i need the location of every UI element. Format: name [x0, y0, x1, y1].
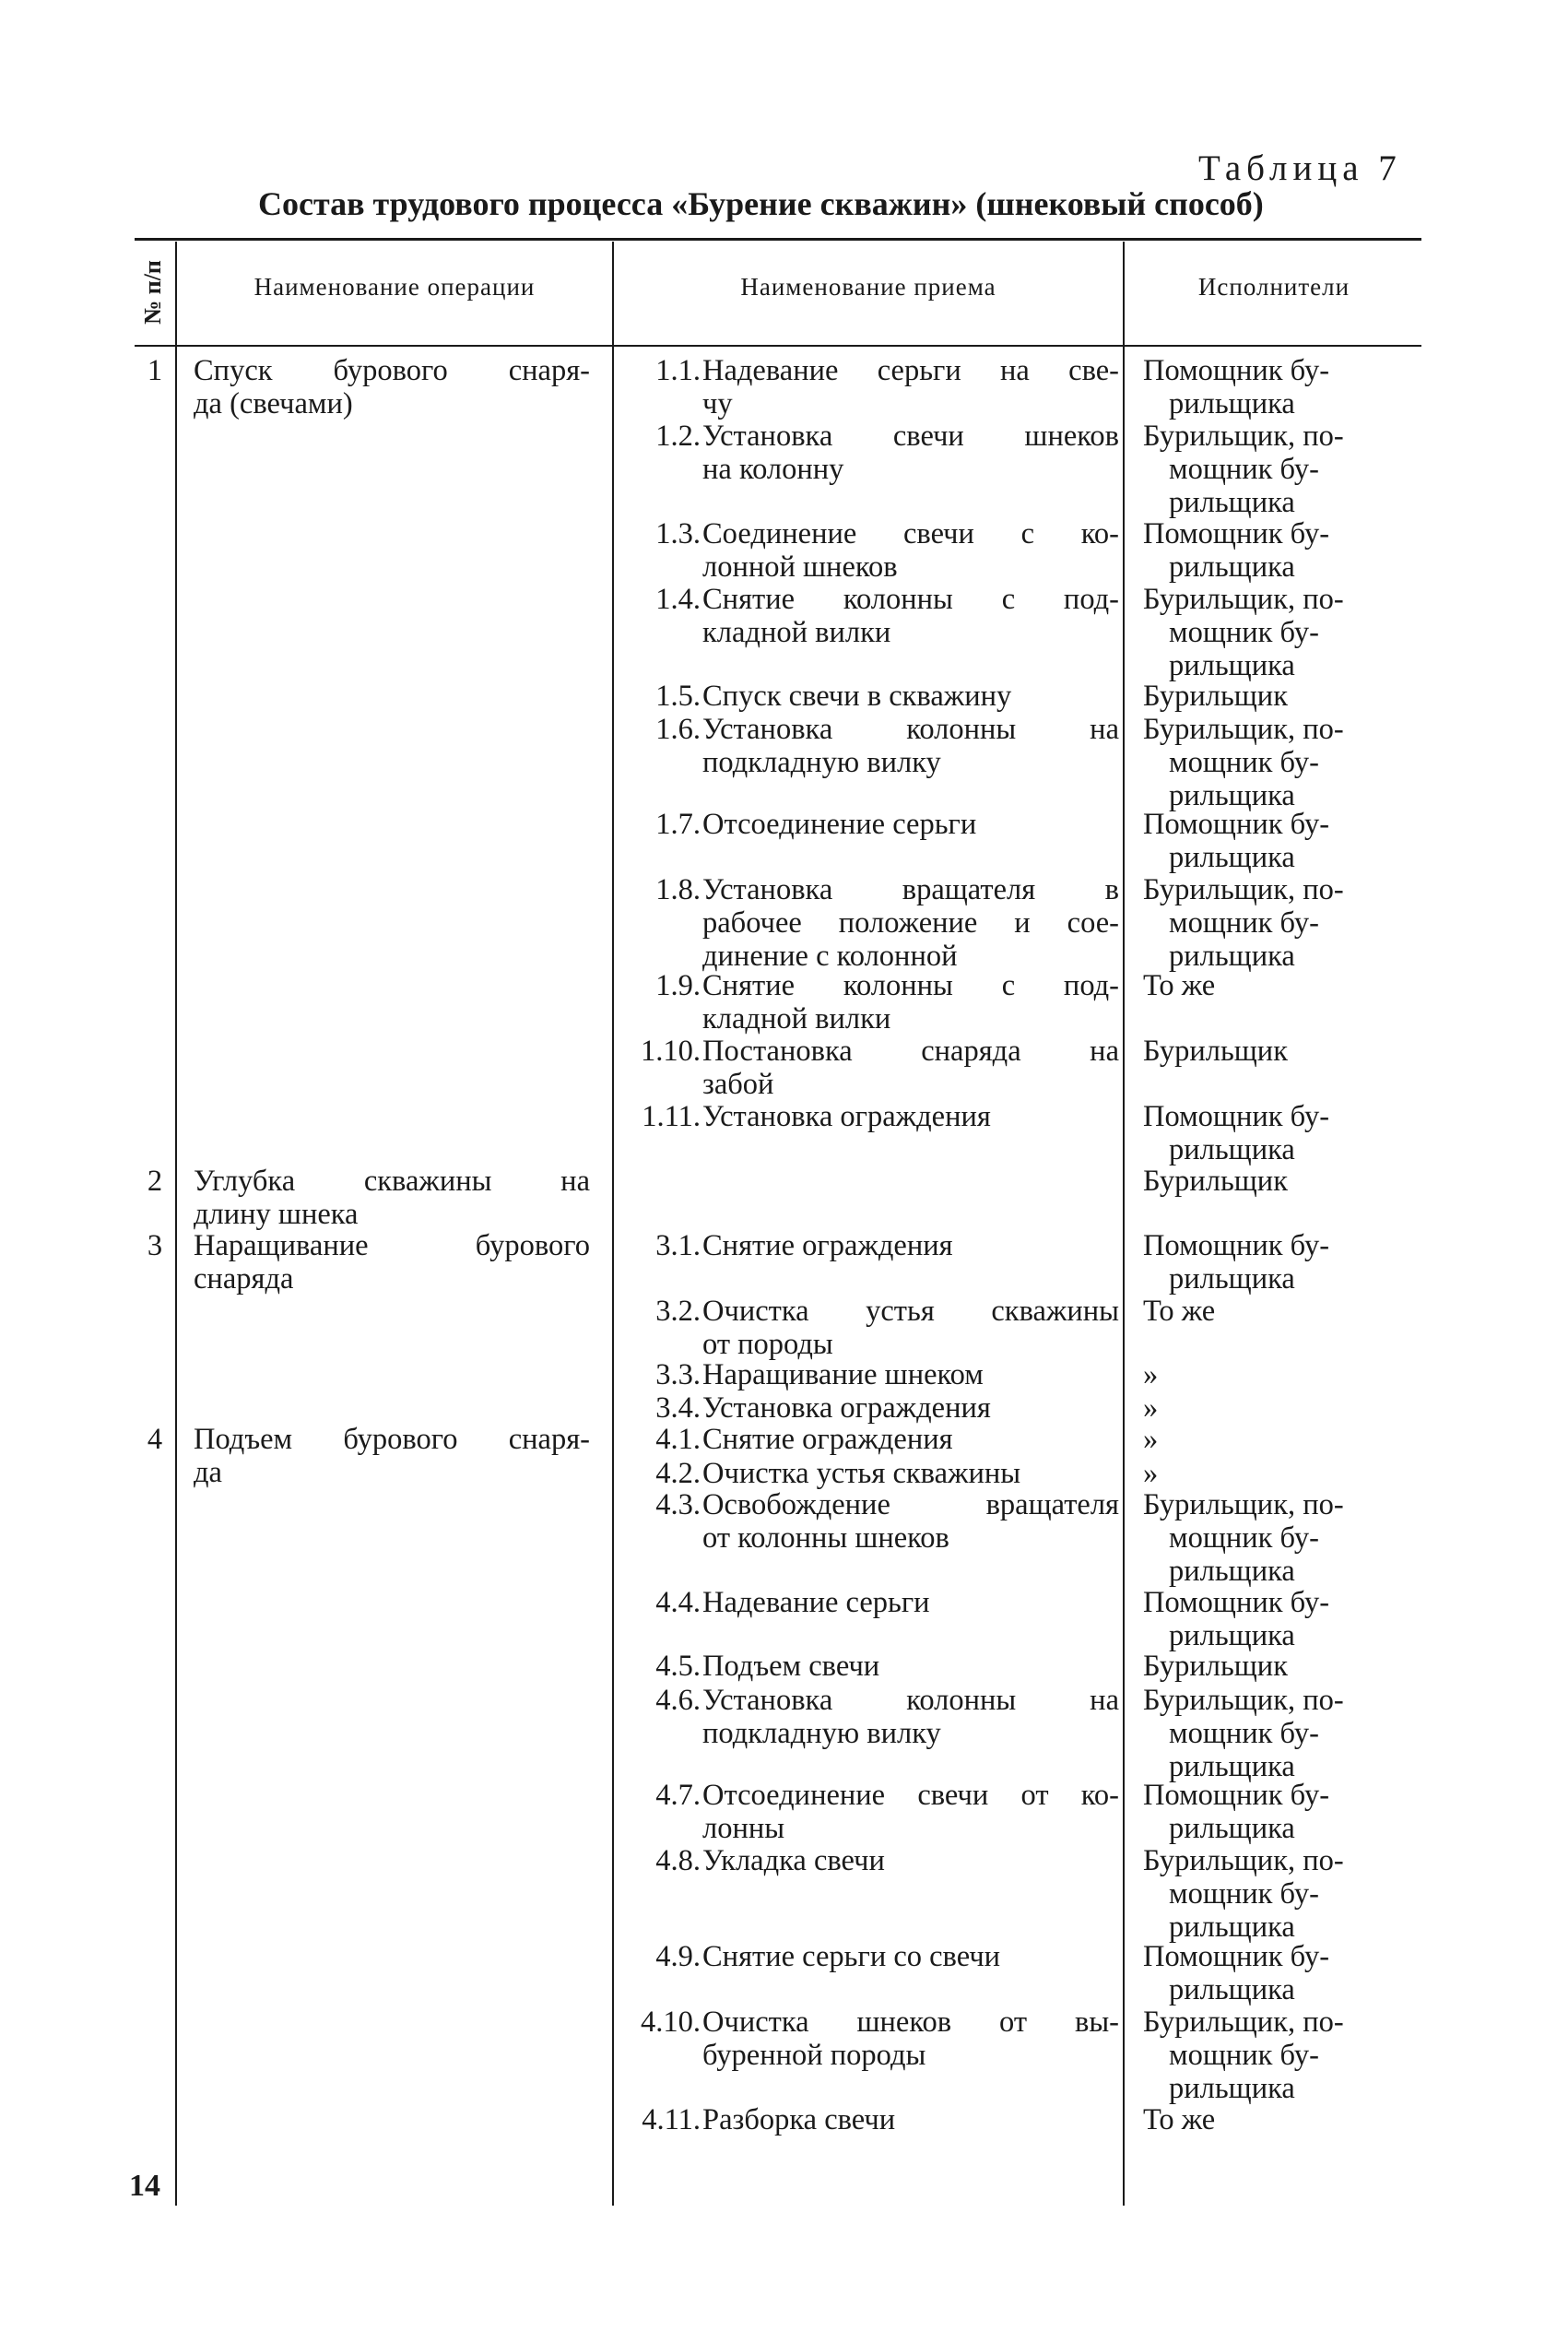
technique-name [702, 1035, 1119, 1101]
table-label: Таблица 7 [1198, 148, 1402, 188]
technique-name-line: динение с колонной [702, 940, 958, 973]
technique-name-line: Укладка свечи [702, 1844, 885, 1877]
performers-line: Бурильщик, по- [1143, 1684, 1344, 1717]
technique-name-line: Надевание серьги на све- [702, 354, 1119, 387]
technique-index [619, 1779, 701, 1812]
technique-name-line: Освобождение вращателя [702, 1488, 1119, 1521]
performers-line: Бурильщик, по- [1143, 420, 1344, 453]
performers-line: Бурильщик, по- [1143, 2006, 1344, 2039]
technique-index [619, 680, 701, 713]
technique-name-line: Установка ограждения [702, 1100, 991, 1133]
performers-line: Бурильщик, по- [1143, 873, 1344, 906]
performers-line: Бурильщик [1143, 1035, 1288, 1068]
technique-name [702, 1457, 1119, 1490]
technique-index [619, 1586, 701, 1619]
technique-name [702, 713, 1119, 779]
technique-name-line: чу [702, 387, 733, 420]
row-number-line: 4 [147, 1423, 163, 1456]
performers-line: Помощник бу- [1143, 1229, 1330, 1262]
table-title: Состав трудового процесса «Бурение скважин» (шнековый способ) [258, 185, 1264, 222]
technique-name-line: Спуск свечи в скважину [702, 680, 1012, 713]
performers [1143, 1488, 1420, 1588]
technique-name-line: буренной породы [702, 2039, 926, 2072]
technique-name-line: подкладную вилку [702, 1717, 941, 1750]
performers-line: мощник бу- [1169, 453, 1319, 486]
operation-name-line: Спуск бурового снаря- [194, 354, 590, 387]
technique-index-line: 4.4. [655, 1586, 701, 1619]
performers [1143, 808, 1420, 874]
technique-name [702, 873, 1119, 973]
technique-index-line: 1.5. [655, 680, 701, 713]
performers-line: Помощник бу- [1143, 1940, 1330, 1973]
performers-line: мощник бу- [1169, 2039, 1319, 2072]
technique-name-line: Снятие ограждения [702, 1229, 953, 1262]
performers [1143, 517, 1420, 584]
operation-name-line: Наращивание бурового [194, 1229, 590, 1262]
performers-line: То же [1143, 969, 1216, 1002]
performers-line: рильщика [1169, 779, 1295, 812]
performers [1143, 1165, 1420, 1198]
technique-index [619, 969, 701, 1002]
technique-index [619, 1940, 701, 1973]
operation-name-line: да (свечами) [194, 387, 353, 420]
performers [1143, 1100, 1420, 1166]
performers-line: мощник бу- [1169, 906, 1319, 940]
technique-index [619, 517, 701, 550]
technique-name-line: лонной шнеков [702, 550, 898, 584]
technique-name-line: кладной вилки [702, 1002, 891, 1035]
operation-name [194, 1229, 590, 1296]
performers [1143, 1295, 1420, 1328]
technique-index-line: 1.1. [655, 354, 701, 387]
performers-line: рильщика [1169, 940, 1295, 973]
performers-line: Помощник бу- [1143, 1779, 1330, 1812]
header-performers: Исполнители [1197, 272, 1350, 301]
performers-line: Помощник бу- [1143, 808, 1330, 841]
technique-name-line: Снятие ограждения [702, 1423, 953, 1456]
performers-line: Бурильщик, по- [1143, 1844, 1344, 1877]
technique-name [702, 2103, 1119, 2136]
performers-line: мощник бу- [1169, 1521, 1319, 1555]
performers [1143, 1358, 1420, 1391]
technique-index [619, 1035, 701, 1068]
performers [1143, 1423, 1420, 1456]
technique-index [619, 1295, 701, 1328]
technique-name [702, 1391, 1119, 1425]
performers [1143, 1684, 1420, 1783]
technique-index-line: 4.5. [655, 1650, 701, 1683]
operation-name-line: снаряда [194, 1262, 294, 1296]
technique-name [702, 1940, 1119, 1973]
page-number: 14 [129, 2169, 160, 2203]
header-number: № п/п [139, 260, 166, 325]
technique-index-line: 1.3. [655, 517, 701, 550]
header-operation: Наименование операции [253, 272, 536, 301]
technique-name-line: Наращивание шнеком [702, 1358, 984, 1391]
performers-line: » [1143, 1423, 1159, 1456]
technique-name [702, 583, 1119, 649]
technique-name-line: Подъем свечи [702, 1650, 880, 1683]
technique-index [619, 1100, 701, 1133]
performers-line: То же [1143, 2103, 1216, 2136]
performers [1143, 873, 1420, 973]
performers-line: рильщика [1169, 1973, 1295, 2006]
technique-name-line: подкладную вилку [702, 746, 941, 779]
performers [1143, 1586, 1420, 1652]
technique-index [619, 1684, 701, 1717]
technique-name-line: Отсоединение серьги [702, 808, 977, 841]
technique-index-line: 1.10. [641, 1035, 701, 1068]
technique-name [702, 1650, 1119, 1683]
performers-line: рильщика [1169, 2072, 1295, 2105]
performers-line: » [1143, 1391, 1159, 1425]
technique-index [619, 2103, 701, 2136]
technique-index-line: 3.1. [655, 1229, 701, 1262]
operation-name [194, 354, 590, 420]
technique-name-line: Установка вращателя в [702, 873, 1119, 906]
technique-index-line: 4.3. [655, 1488, 701, 1521]
performers-line: мощник бу- [1169, 1877, 1319, 1911]
technique-index [619, 583, 701, 616]
performers [1143, 2006, 1420, 2105]
performers [1143, 969, 1420, 1002]
operation-name-line: да [194, 1456, 222, 1489]
technique-index-line: 1.7. [655, 808, 701, 841]
technique-name-line: Очистка устья скважины [702, 1457, 1021, 1490]
performers-line: Бурильщик [1143, 680, 1288, 713]
performers [1143, 1940, 1420, 2006]
performers-line: мощник бу- [1169, 1717, 1319, 1750]
performers-line: рильщика [1169, 1750, 1295, 1783]
technique-name-line: на колонну [702, 453, 844, 486]
performers [1143, 1779, 1420, 1845]
performers-line: рильщика [1169, 1555, 1295, 1588]
technique-name [702, 2006, 1119, 2072]
technique-index [619, 354, 701, 387]
performers [1143, 354, 1420, 420]
performers-line: рильщика [1169, 387, 1295, 420]
row-number [138, 1229, 171, 1262]
technique-name-line: Постановка снаряда на [702, 1035, 1119, 1068]
performers [1143, 583, 1420, 682]
technique-name [702, 1100, 1119, 1133]
technique-index-line: 4.8. [655, 1844, 701, 1877]
technique-name [702, 680, 1119, 713]
technique-name [702, 1295, 1119, 1361]
performers [1143, 1035, 1420, 1068]
technique-name-line: кладной вилки [702, 616, 891, 649]
performers [1143, 1650, 1420, 1683]
technique-name-line: от колонны шнеков [702, 1521, 949, 1555]
technique-name-line: Надевание серьги [702, 1586, 930, 1619]
performers [1143, 420, 1420, 519]
performers [1143, 1391, 1420, 1425]
row-number [138, 354, 171, 387]
performers-line: » [1143, 1358, 1159, 1391]
row-number-line: 3 [147, 1229, 163, 1262]
operation-name-line: Подъем бурового снаря- [194, 1423, 590, 1456]
header-technique: Наименование приема [740, 272, 996, 301]
technique-name [702, 517, 1119, 584]
technique-index [619, 420, 701, 453]
performers-line: рильщика [1169, 550, 1295, 584]
performers-line: рильщика [1169, 1619, 1295, 1652]
technique-name-line: лонны [702, 1812, 785, 1845]
performers-line: рильщика [1169, 486, 1295, 519]
technique-index [619, 1650, 701, 1683]
technique-index [619, 1391, 701, 1425]
performers [1143, 2103, 1420, 2136]
technique-name-line: рабочее положение и сое- [702, 906, 1119, 940]
performers [1143, 1457, 1420, 1490]
technique-index-line: 4.9. [655, 1940, 701, 1973]
technique-index-line: 4.6. [655, 1684, 701, 1717]
technique-index [619, 1423, 701, 1456]
performers-line: Помощник бу- [1143, 1586, 1330, 1619]
technique-name-line: Установка ограждения [702, 1391, 991, 1425]
technique-name-line: Снятие серьги со свечи [702, 1940, 1001, 1973]
performers-line: рильщика [1169, 1911, 1295, 1944]
performers-line: рильщика [1169, 1133, 1295, 1166]
performers-line: рильщика [1169, 649, 1295, 682]
performers-line: мощник бу- [1169, 616, 1319, 649]
performers [1143, 1229, 1420, 1296]
technique-index [619, 873, 701, 906]
performers-line: мощник бу- [1169, 746, 1319, 779]
technique-index [619, 1457, 701, 1490]
technique-name-line: Установка колонны на [702, 713, 1119, 746]
technique-index-line: 3.3. [655, 1358, 701, 1391]
technique-index-line: 3.4. [655, 1391, 701, 1425]
technique-name [702, 1779, 1119, 1845]
technique-index [619, 1358, 701, 1391]
operation-name [194, 1165, 590, 1231]
technique-index [619, 808, 701, 841]
performers-line: рильщика [1169, 1812, 1295, 1845]
row-number [138, 1165, 171, 1198]
technique-index [619, 1229, 701, 1262]
technique-name-line: Установка колонны на [702, 1684, 1119, 1717]
technique-name [702, 1844, 1119, 1877]
performers-line: » [1143, 1457, 1159, 1490]
performers-line: То же [1143, 1295, 1216, 1328]
performers [1143, 713, 1420, 812]
technique-index-line: 3.2. [655, 1295, 701, 1328]
technique-name [702, 420, 1119, 486]
technique-index-line: 4.1. [655, 1423, 701, 1456]
performers-line: Помощник бу- [1143, 1100, 1330, 1133]
technique-name [702, 1586, 1119, 1619]
technique-index-line: 1.2. [655, 420, 701, 453]
technique-name-line: Отсоединение свечи от ко- [702, 1779, 1119, 1812]
performers-line: Бурильщик, по- [1143, 713, 1344, 746]
operation-name-line: Углубка скважины на [194, 1165, 590, 1198]
technique-index-line: 4.7. [655, 1779, 701, 1812]
row-number [138, 1423, 171, 1456]
technique-name-line: Соединение свечи с ко- [702, 517, 1119, 550]
performers-line: Бурильщик [1143, 1165, 1288, 1198]
technique-name-line: Очистка шнеков от вы- [702, 2006, 1119, 2039]
technique-name [702, 808, 1119, 841]
technique-name [702, 1488, 1119, 1555]
performers [1143, 680, 1420, 713]
technique-index-line: 1.8. [655, 873, 701, 906]
operation-name [194, 1423, 590, 1489]
technique-name-line: Разборка свечи [702, 2103, 896, 2136]
technique-name-line: забой [702, 1068, 774, 1101]
row-number-line: 1 [147, 354, 163, 387]
row-number-line: 2 [147, 1165, 163, 1198]
technique-name-line: Очистка устья скважины [702, 1295, 1119, 1328]
operation-name-line: длину шнека [194, 1198, 359, 1231]
technique-name-line: Снятие колонны с под- [702, 969, 1119, 1002]
performers-line: рильщика [1169, 1262, 1295, 1296]
technique-name [702, 1423, 1119, 1456]
technique-index-line: 1.11. [642, 1100, 701, 1133]
technique-name [702, 969, 1119, 1035]
technique-name-line: от породы [702, 1328, 833, 1361]
technique-index-line: 4.10. [641, 2006, 701, 2039]
technique-name-line: Снятие колонны с под- [702, 583, 1119, 616]
performers-line: Помощник бу- [1143, 517, 1330, 550]
performers-line: рильщика [1169, 841, 1295, 874]
technique-name [702, 1684, 1119, 1750]
performers-line: Бурильщик, по- [1143, 1488, 1344, 1521]
technique-name-line: Установка свечи шнеков [702, 420, 1119, 453]
technique-index-line: 4.2. [655, 1457, 701, 1490]
technique-index-line: 4.11. [642, 2103, 701, 2136]
technique-name [702, 1358, 1119, 1391]
technique-index-line: 1.9. [655, 969, 701, 1002]
technique-index [619, 1844, 701, 1877]
technique-index [619, 1488, 701, 1521]
technique-name [702, 1229, 1119, 1262]
performers-line: Помощник бу- [1143, 354, 1330, 387]
technique-index-line: 1.4. [655, 583, 701, 616]
performers-line: Бурильщик [1143, 1650, 1288, 1683]
technique-name [702, 354, 1119, 420]
performers [1143, 1844, 1420, 1944]
performers-line: Бурильщик, по- [1143, 583, 1344, 616]
technique-index [619, 2006, 701, 2039]
technique-index [619, 713, 701, 746]
technique-index-line: 1.6. [655, 713, 701, 746]
